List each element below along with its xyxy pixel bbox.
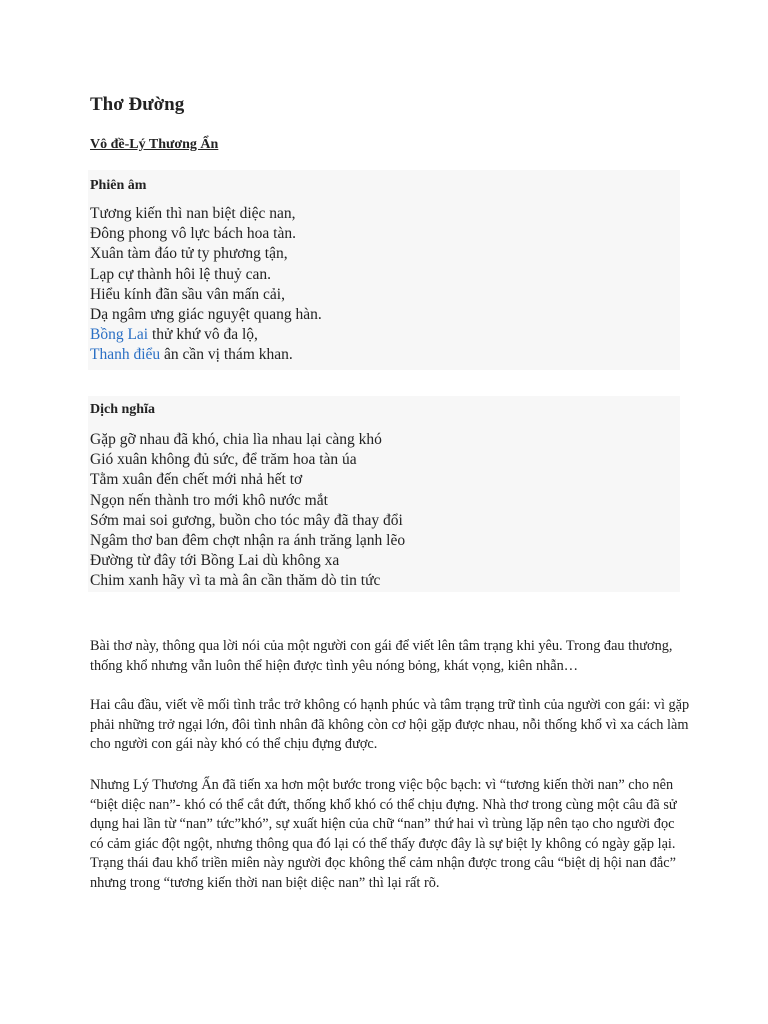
dich-nghia-heading: Dịch nghĩa: [90, 402, 155, 417]
verse-line: Lạp cự thành hôi lệ thuỷ can.: [90, 265, 271, 283]
verse-line: Tằm xuân đến chết mới nhả hết tơ: [90, 471, 303, 489]
commentary-paragraph-2: Hai câu đầu, viết về mối tình trắc trở không có hạnh phúc và tâm trạng trữ tình của người con gái: vì gặp phải những trở ngại lớn, đôi tình nhân đã không còn cơ hội gặp được nhau, nỗi thống khổ vì xa cách làm cho người con gái này khó có thể chịu đựng được.: [90, 697, 690, 753]
verse-line: Ngâm thơ ban đêm chợt nhận ra ánh trăng lạnh lẽo: [90, 532, 406, 550]
document-title: Thơ Đường: [90, 94, 185, 115]
bong-lai-link[interactable]: Bồng Lai: [90, 326, 149, 344]
verse-line-rest: ân cần vị thám khan.: [160, 346, 293, 364]
phien-am-verse: [90, 204, 322, 366]
verse-line: Đường từ đây tới Bồng Lai dù không xa: [90, 552, 340, 570]
commentary-paragraph-3: Nhưng Lý Thương Ẩn đã tiến xa hơn một bước trong việc bộc bạch: vì “tương kiến thời nan” cho nên “biệt diệc nan”- khó có thể cắt đứt, thống khổ khó có thể chịu đựng. Nhà thơ trong cùng một câu đã sử dụng hai lần từ “nan” tức”khó”, sự xuất hiện của chữ “nan” thứ hai vì trùng lặp nên tạo cho người đọc có cảm giác đột ngột, nhưng thông qua đó lại có thể thấy được đây là sự biệt ly không có ngày gặp lại. Trạng thái đau khổ triền miên này người đọc không thể cảm nhận được trong câu “biệt dị hội nan đắc” nhưng trong “tương kiến thời nan biệt diệc nan” thì lại rất rõ.: [90, 777, 677, 891]
dich-nghia-verse: [90, 430, 405, 592]
phien-am-heading: Phiên âm: [90, 178, 147, 193]
verse-line: Gặp gỡ nhau đã khó, chia lìa nhau lại càng khó: [90, 431, 382, 448]
verse-line: Hiểu kính đãn sầu vân mấn cải,: [90, 285, 285, 303]
verse-line: Đông phong vô lực bách hoa tàn.: [90, 225, 296, 243]
poem-title: Vô đề-Lý Thương Ẩn: [90, 137, 219, 152]
phien-am-box: [88, 170, 680, 370]
thanh-dieu-link[interactable]: Thanh điểu: [90, 346, 161, 364]
verse-line: Xuân tàm đáo tử ty phương tận,: [90, 245, 288, 263]
verse-line-rest: thử khứ vô đa lộ,: [148, 326, 258, 344]
dich-nghia-box: [88, 396, 680, 592]
verse-line: Ngọn nến thành tro mới khô nước mắt: [90, 491, 328, 509]
verse-line: Dạ ngâm ưng giác nguyệt quang hàn.: [90, 306, 322, 324]
verse-line: [90, 345, 322, 365]
verse-line: Tương kiến thì nan biệt diệc nan,: [90, 205, 296, 222]
verse-line: Gió xuân không đủ sức, để trăm hoa tàn úa: [90, 451, 357, 469]
verse-line: Chim xanh hãy vì ta mà ân cần thăm dò tin tức: [90, 572, 381, 590]
verse-line: Sớm mai soi gương, buồn cho tóc mây đã thay đổi: [90, 511, 403, 529]
verse-line: [90, 325, 322, 345]
commentary-paragraph-1: Bài thơ này, thông qua lời nói của một người con gái để viết lên tâm trạng khi yêu. Trong đau thương, thống khổ nhưng vẫn luôn thể hiện được tình yêu nóng bỏng, khát vọng, kiên nhẫn…: [90, 638, 673, 674]
